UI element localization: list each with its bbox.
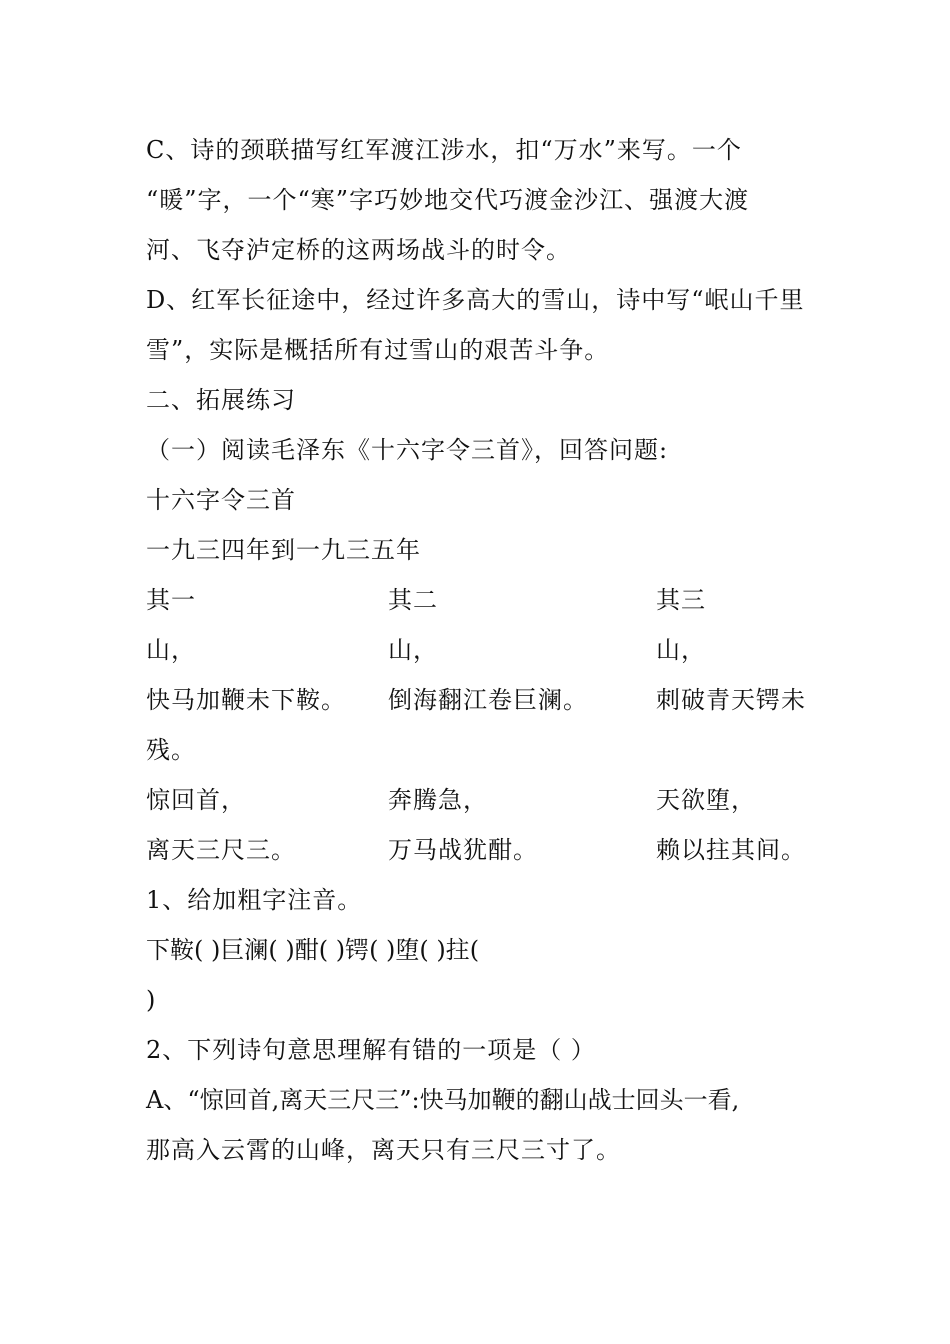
poem-2-name: 其二 xyxy=(388,586,438,614)
poem-1-name: 其一 xyxy=(146,586,196,614)
question-1-blanks-continued: ) xyxy=(146,986,157,1014)
poem-2-line-4: 万马战犹酣。 xyxy=(388,836,538,864)
poem-title: 十六字令三首 xyxy=(146,486,296,514)
reading-sub-heading: （一）阅读毛泽东《十六字令三首》，回答问题: xyxy=(146,436,669,464)
question-2-option-a-line-1: A、“惊回首,离天三尺三”:快马加鞭的翻山战士回头一看, xyxy=(146,1086,740,1114)
poem-3-line-2: 刺破青天锷未 xyxy=(656,686,806,714)
question-1-prompt: 1、给加粗字注音。 xyxy=(146,886,363,914)
poem-2-line-1: 山， xyxy=(388,636,438,664)
option-d-line-2: 雪”，实际是概括所有过雪山的艰苦斗争。 xyxy=(146,336,610,364)
section-heading: 二、拓展练习 xyxy=(146,386,296,414)
poem-3-line-1: 山， xyxy=(656,636,706,664)
poem-2-line-2: 倒海翻江卷巨澜。 xyxy=(388,686,588,714)
poem-date: 一九三四年到一九三五年 xyxy=(146,536,421,564)
poem-1-line-4: 离天三尺三。 xyxy=(146,836,296,864)
option-c-line-2: “暖”字，一个“寒”字巧妙地交代巧渡金沙江、强渡大渡 xyxy=(146,186,750,214)
poem-2-line-3: 奔腾急， xyxy=(388,786,488,814)
poem-3-name: 其三 xyxy=(656,586,706,614)
poem-3-line-3: 天欲堕， xyxy=(656,786,756,814)
option-c-line-3: 河、飞夺泸定桥的这两场战斗的时令。 xyxy=(146,236,571,264)
question-2-option-a-line-2: 那高入云霄的山峰，离天只有三尺三寸了。 xyxy=(146,1136,621,1164)
poem-1-line-3: 惊回首， xyxy=(146,786,246,814)
poem-3-line-2-continued: 残。 xyxy=(146,736,196,764)
question-2-prompt: 2、下列诗句意思理解有错的一项是（ ） xyxy=(146,1036,596,1064)
question-1-blanks: 下鞍( )巨澜( )酣( )锷( )堕( )拄( xyxy=(146,936,480,964)
poem-3-line-4: 赖以拄其间。 xyxy=(656,836,806,864)
poem-1-line-2: 快马加鞭未下鞍。 xyxy=(146,686,346,714)
option-c-line-1: C、诗的颈联描写红军渡江涉水，扣“万水”来写。一个 xyxy=(146,136,742,164)
option-d-line-1: D、红军长征途中，经过许多高大的雪山，诗中写“岷山千里 xyxy=(146,286,805,314)
poem-1-line-1: 山， xyxy=(146,636,196,664)
